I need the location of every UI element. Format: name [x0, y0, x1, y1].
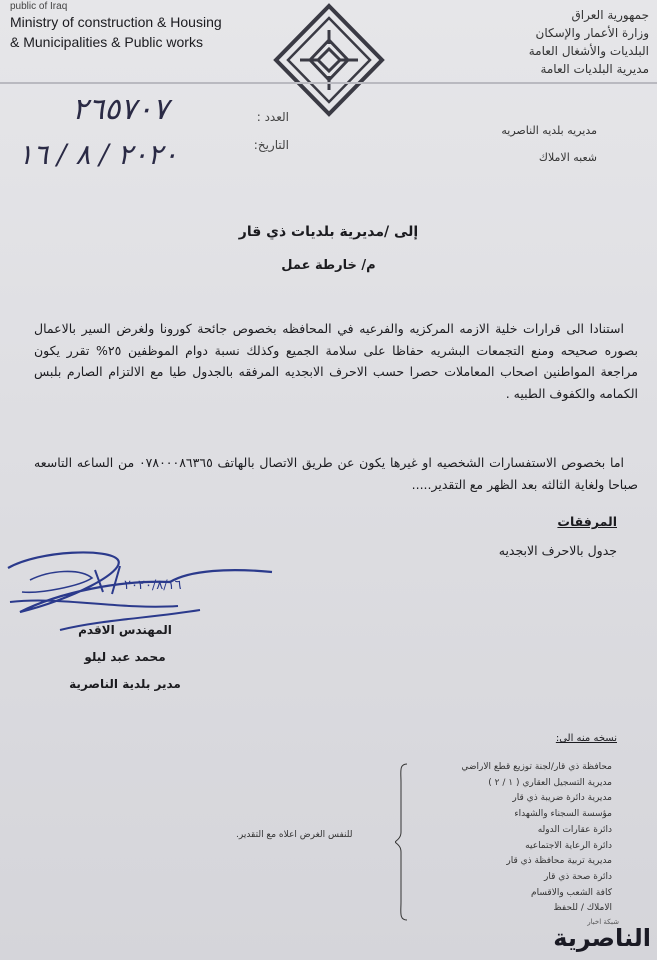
body-paragraph-1: استنادا الى قرارات خلية الازمه المركزيه والفرعيه في المحافظه بخصوص جائحة كورونا ولغرض السير بالاعمال بصوره صحيحه ومنع التجمعات البشريه حفاظا على سلامة الجميع وكذلك نسبة دوام الموظفين ٢٥% تقرر يكون مراجعة المواطنين اصحاب المعاملات حصرا حسب الاحرف الابجديه المرفقه بالجدول طيا مع الالتزام الصارم بلبس الكمامه والكفوف الطبيه .	[34, 321, 638, 401]
from-line-1: مديريه بلديه الناصريه	[501, 124, 597, 137]
header-en-top: public of Iraq	[10, 1, 68, 12]
signatory-block	[60, 617, 190, 698]
copies-bracket	[395, 762, 409, 922]
signatory-position: مدير بلدية الناصرية	[69, 677, 181, 691]
addressee: إلى /مديرية بلديات ذي قار	[238, 224, 419, 240]
signature-date: ٢٠٢٠/٨/١٦	[124, 578, 182, 593]
copies-list	[461, 760, 612, 917]
body-paragraph-2: اما بخصوص الاستفسارات الشخصيه او غيرها يكون عن طريق الاتصال بالهاتف ٠٧٨٠٠٠٨٦٣٦٥ من الساعه التاسعه صباحا ولغاية الثالثه بعد الظهر مع التقدير.....	[34, 455, 638, 492]
arabic-header	[529, 6, 649, 78]
header-ar-line-2: وزارة الأعمار والإسكان	[535, 26, 649, 40]
copies-label: نسخه منه الى:	[555, 733, 617, 744]
header-ar-line-4: مديرية البلديات العامة	[540, 62, 649, 76]
date-value: ٢٠٢٠ / ٨ / ١٦	[18, 138, 178, 171]
copies-item: محافظة ذي قار/لجنة توزيع قطع الاراضي	[461, 762, 612, 772]
copies-item: دائرة الرعاية الاجتماعيه	[525, 840, 612, 851]
english-header	[10, 2, 222, 52]
copies-item: مديرية دائرة ضريبة ذي قار	[512, 793, 612, 804]
signatory-title: المهندس الاقدم	[78, 623, 172, 637]
watermark-network-label: شبكة اخبار	[587, 918, 619, 926]
from-line-2: شعبه الاملاك	[538, 151, 597, 164]
attachments-item: جدول بالاحرف الابجديه	[498, 543, 617, 558]
copies-item: كافة الشعب والاقسام	[531, 887, 612, 898]
copies-item: الاملاك / للحفظ	[553, 903, 612, 914]
number-label: العدد :	[256, 110, 289, 124]
date-label: التاريخ:	[253, 138, 289, 152]
number-value: ٢٦٥٧٠٧	[72, 92, 169, 127]
header-ar-line-3: البلديات والأشغال العامة	[528, 44, 649, 58]
copies-item: دائرة صحة ذي قار	[544, 871, 612, 882]
copies-item: دائرة عقارات الدوله	[537, 824, 612, 835]
header-divider	[0, 82, 657, 84]
subject: م/ خارطة عمل	[281, 258, 376, 273]
header-en-line1: Ministry of construction & Housing	[10, 14, 222, 30]
header-en-line2: & Municipalities & Public works	[10, 34, 203, 50]
copies-item: مديرية تربية محافظة ذي قار	[506, 856, 612, 867]
ministry-logo-emblem	[270, 0, 388, 120]
signatory-name: محمد عبد ليلو	[84, 650, 166, 664]
copies-item: مديرية التسجيل العقاري ( ١ / ٢ )	[488, 777, 612, 788]
watermark-logo-text: الناصرية	[553, 924, 651, 952]
copies-note: للنفس الغرض اعلاه مع التقدير.	[236, 830, 353, 840]
attachments-label: المرفقات	[557, 514, 617, 529]
header-ar-line-1: جمهورية العراق	[571, 8, 649, 22]
copies-item: مؤسسة السجناء والشهداء	[514, 809, 612, 820]
